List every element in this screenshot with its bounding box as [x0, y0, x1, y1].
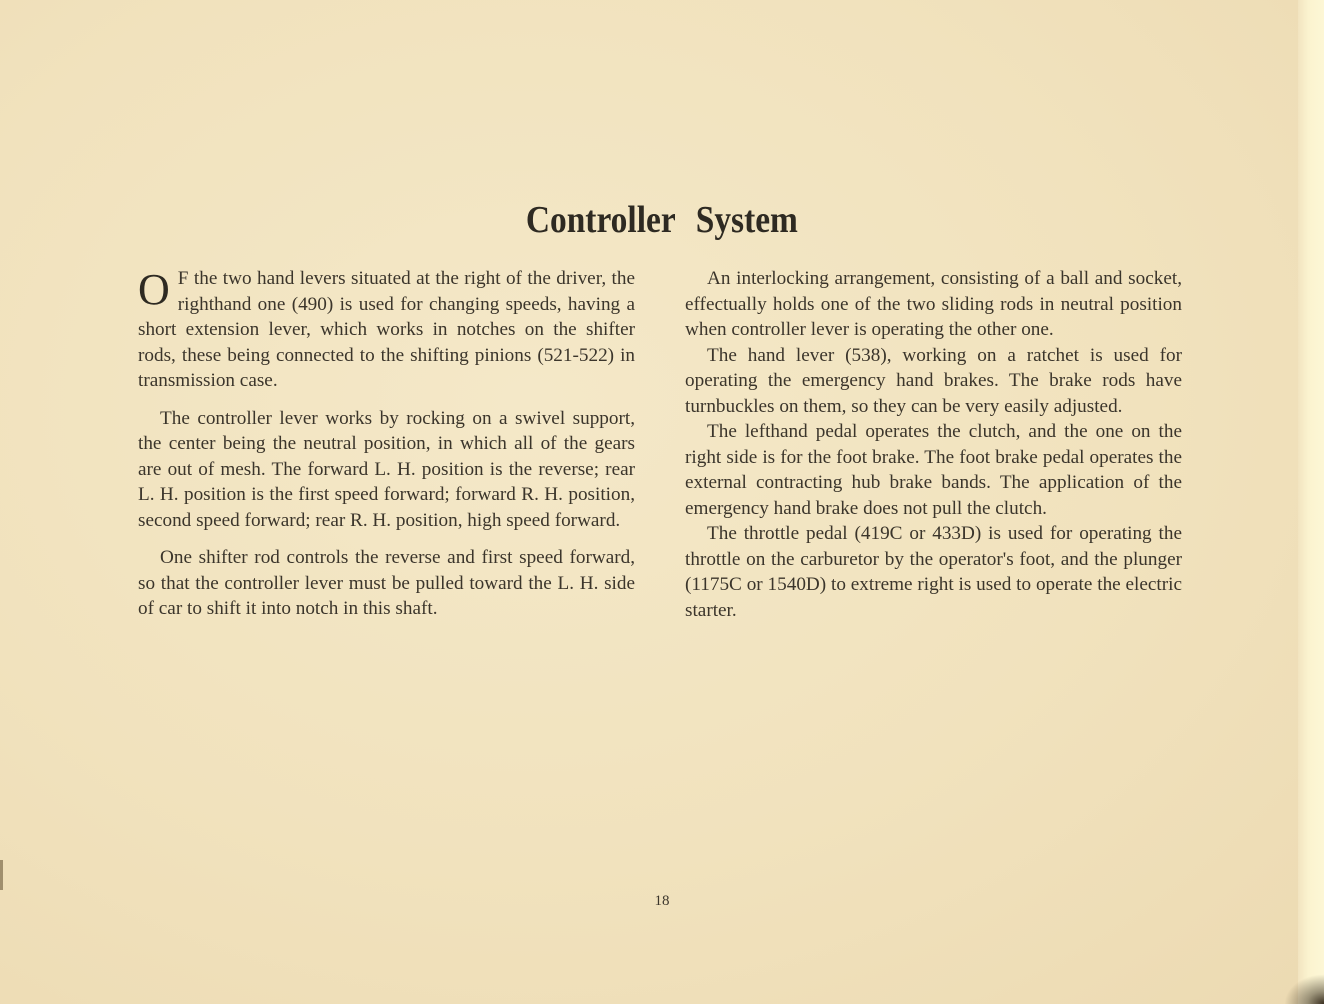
paragraph: The hand lever (538), working on a ratchet is used for operating the emergency hand brakes. The brake rods have turnbuckles on them, so they can be very easily adjusted.: [685, 344, 1182, 417]
page-corner-shadow: [1284, 974, 1324, 1004]
right-column: [685, 266, 1182, 623]
paragraph: One shifter rod controls the reverse and first speed forward, so that the controller lever must be pulled toward the L. H. side of car to shift it into notch in this shaft.: [138, 547, 635, 619]
paragraph: An interlocking arrangement, consisting of a ball and socket, effectually holds one of the two sliding rods in neutral position when controller lever is operating the other one.: [685, 268, 1182, 340]
page-edge: [1298, 0, 1324, 1004]
drop-cap: O: [138, 265, 170, 314]
page-title-text: Controller System: [525, 199, 798, 241]
paragraph: The lefthand pedal operates the clutch, and the one on the right side is for the foot brake. The foot brake pedal operates the external contracting hub brake bands. The application of the emergency hand brake does not pull the clutch.: [685, 421, 1182, 519]
page-number: 18: [654, 893, 670, 909]
page-title: [79, 198, 1244, 242]
paragraph: The throttle pedal (419C or 433D) is used for operating the throttle on the carburetor by the operator's foot, and the plunger (1175C or 1540D) to extreme right is used to operate the electric starter.: [685, 523, 1182, 621]
binding-mark: [0, 860, 3, 890]
left-column: [138, 266, 635, 622]
paragraph-text: F the two hand levers situated at the right of the driver, the righthand one (490) is used for changing speeds, having a short extension lever, which works in notches on the shifter rods, these being connected to the shifting pinions (521-522) in transmission case.: [138, 268, 635, 391]
paragraph: The controller lever works by rocking on a swivel support, the center being the neutral position, in which all of the gears are out of mesh. The forward L. H. position is the reverse; rear L. H. position is the first speed forward; forward R. H. position, second speed forward; rear R. H. position, high speed forward.: [138, 407, 635, 531]
paragraph: [138, 266, 635, 394]
